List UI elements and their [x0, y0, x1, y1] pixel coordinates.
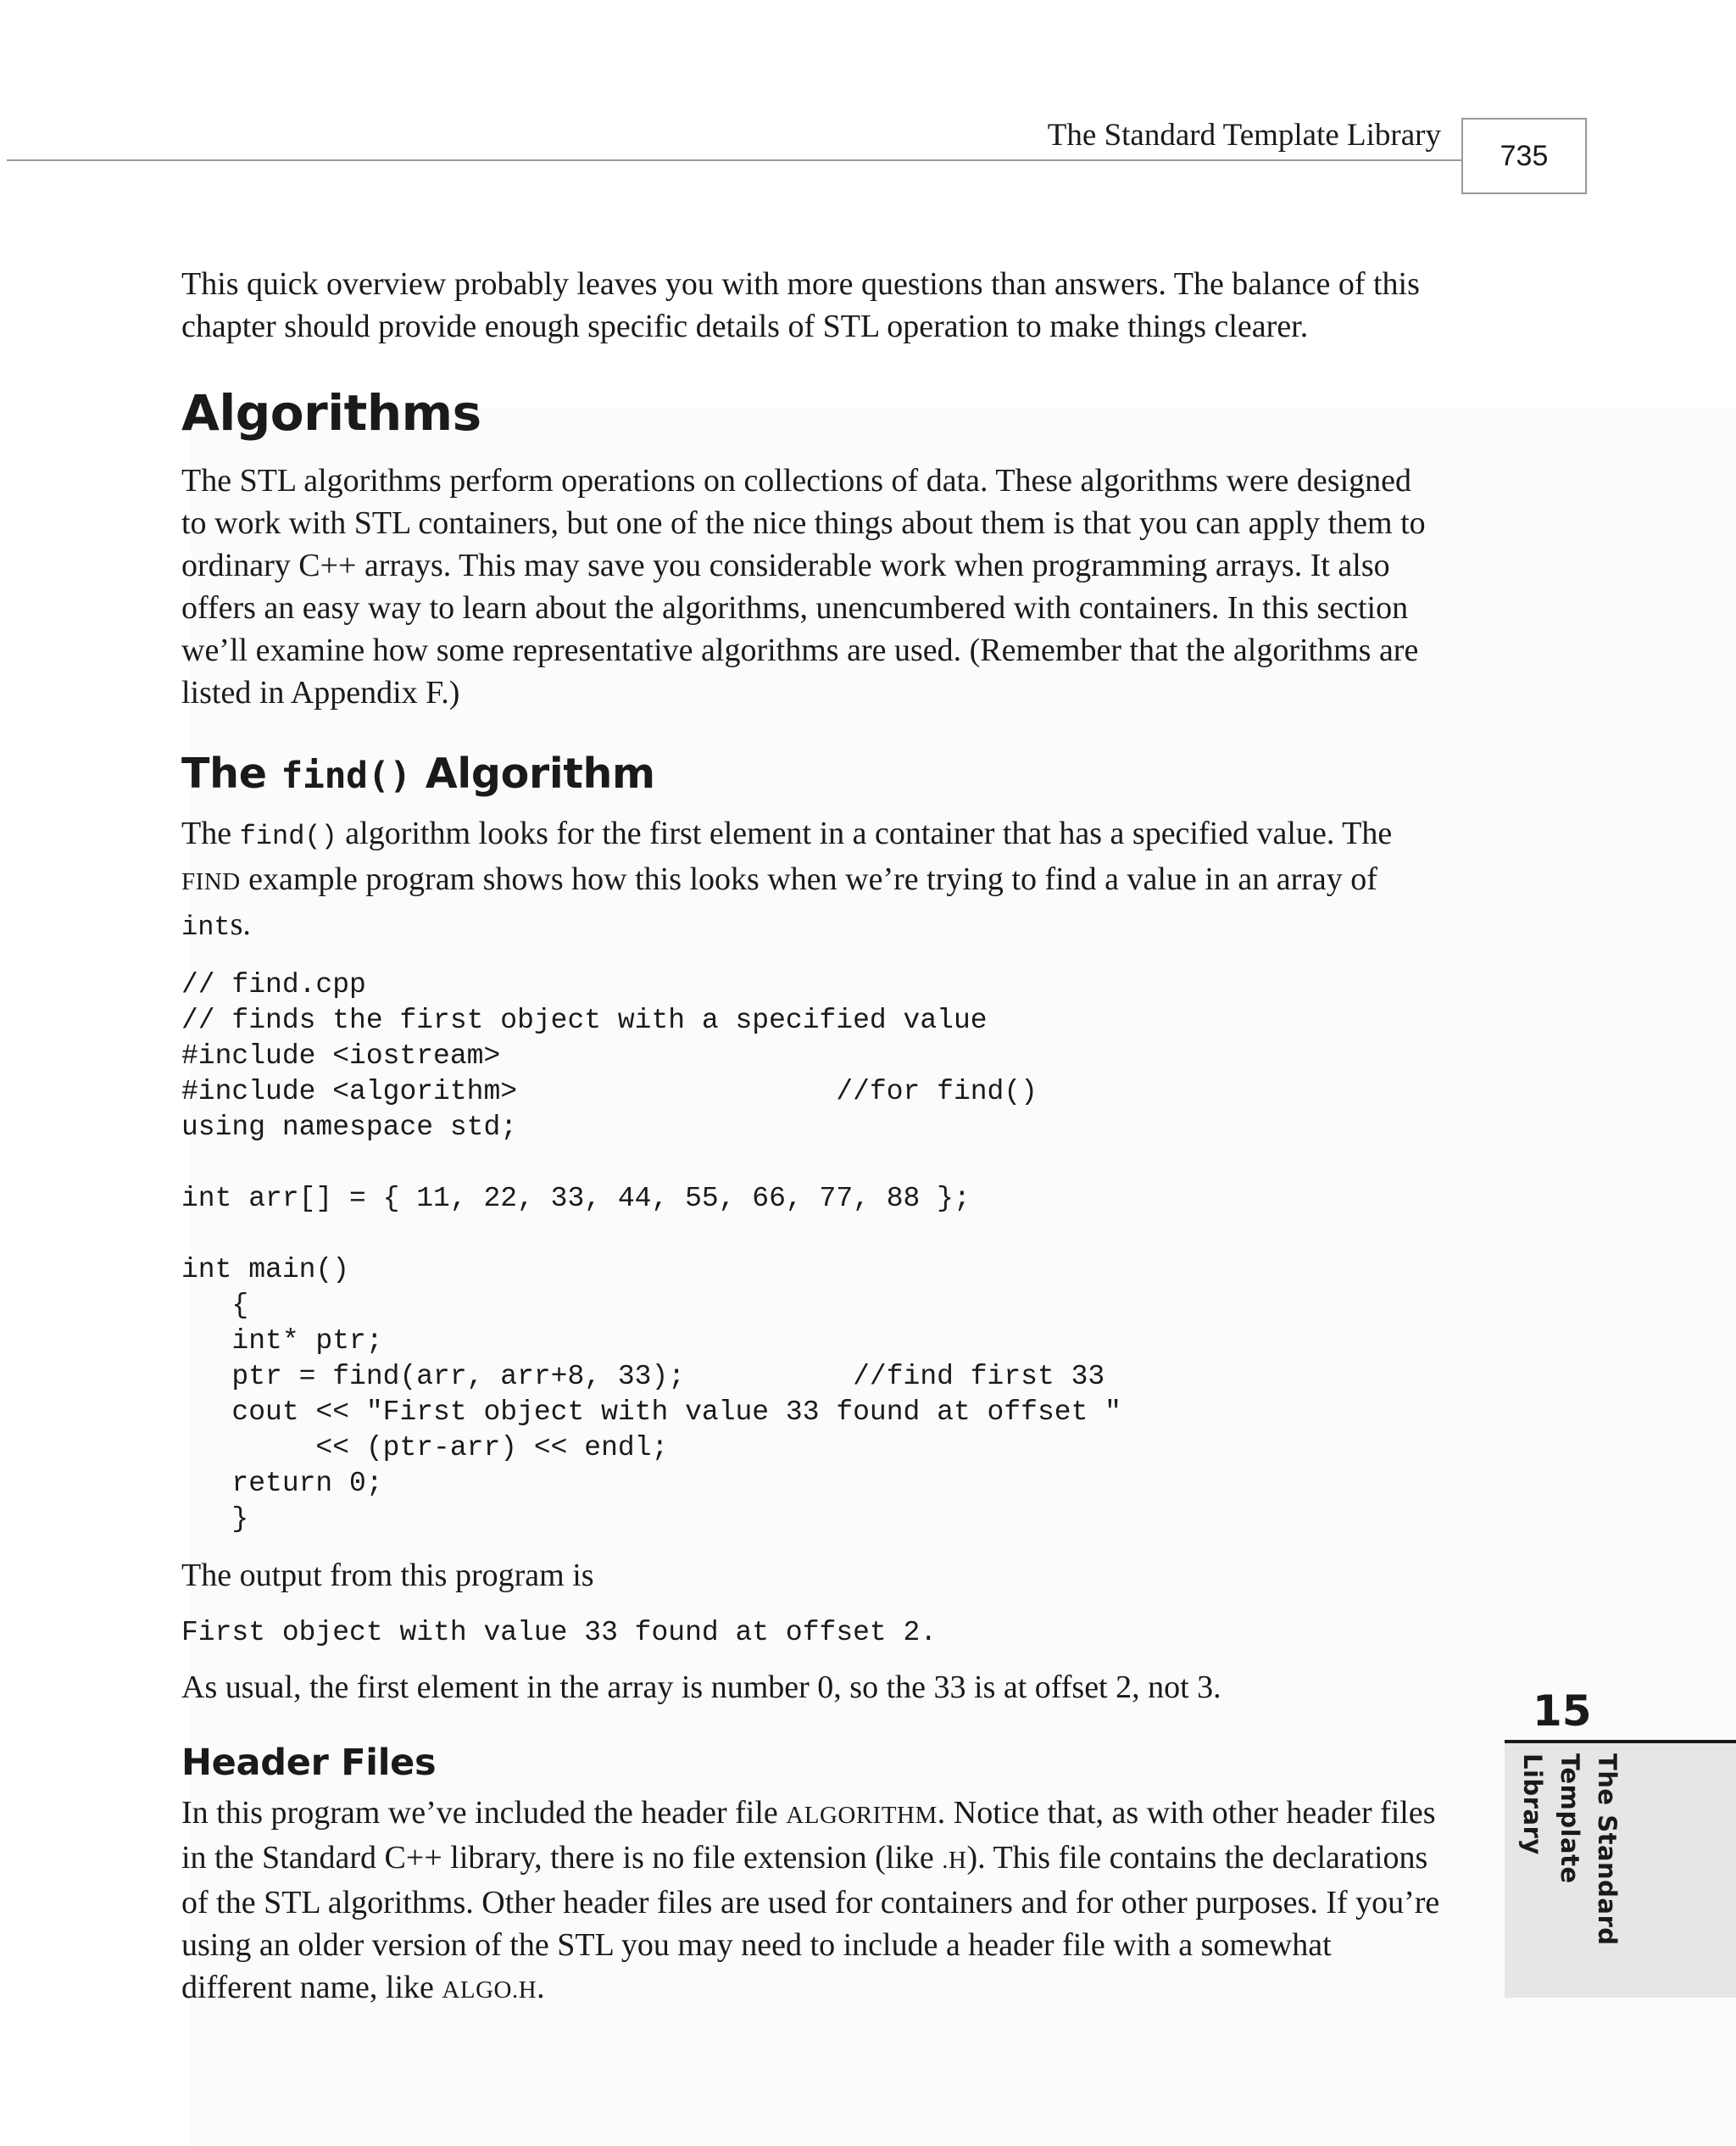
hf-sc2: .H: [942, 1847, 967, 1874]
find-heading-post: Algorithm: [410, 750, 655, 798]
hf-sc3: ALGO.H: [442, 1976, 537, 2004]
chapter-tab-line2: Template Library: [1518, 1753, 1584, 1884]
find-heading-code: find(): [281, 755, 411, 797]
chapter-tab-title: [1518, 1753, 1626, 1991]
algorithms-paragraph: The STL algorithms perform operations on collections of data. These algorithms were designed to work with STL containers, but one of the nice things about them is that you can apply them to ordinary C++ arrays. This may save you considerable work when programming arrays. It also offers an easy way to learn about the algorithms, unencumbered with containers. In this section we’ll examine how some representative algorithms are used. (Remember that the algorithms are listed in Appendix F.): [181, 463, 1426, 711]
header-files-heading: Header Files: [181, 1742, 437, 1784]
intro-paragraph: This quick overview probably leaves you with more questions than answers. The balance of this chapter should provide enough specific details of STL operation to make things clearer.: [181, 266, 1420, 344]
find-p-end: s.: [230, 906, 251, 942]
program-output: First object with value 33 found at offset 2.: [181, 1617, 938, 1648]
find-p-pre: The: [181, 816, 240, 851]
output-intro: The output from this program is: [181, 1558, 594, 1593]
hf-p2: . Notice that, as with other header files in the Standard C++ library, there is no file extension (like: [181, 1795, 1436, 1876]
find-p-mid1: algorithm looks for the first element in a container that has a specified value. The: [337, 816, 1393, 851]
find-heading-pre: The: [181, 750, 281, 798]
find-inline-code: find(): [239, 821, 337, 852]
find-program-name: FIND: [181, 868, 241, 895]
hf-p4: .: [537, 1970, 545, 2005]
algorithms-heading: Algorithms: [181, 384, 481, 442]
chapter-tab-line1: The Standard: [1593, 1753, 1622, 1946]
find-paragraph: [181, 812, 1444, 949]
after-output-paragraph: As usual, the first element in the array is number 0, so the 33 is at offset 2, not 3.: [181, 1669, 1221, 1705]
page-content: [181, 263, 1444, 2011]
hf-p3: ). This file contains the declarations of the STL algorithms. Other header files are used for containers and for other purposes. If you’re using an older version of the STL you may need to include a header file with a somewhat different name, like: [181, 1840, 1440, 2005]
header-rule: [7, 159, 1461, 161]
header-files-paragraph: [181, 1792, 1444, 2011]
int-inline-code: int: [181, 911, 231, 943]
find-p-mid2: example program shows how this looks when we’re trying to find a value in an array of: [240, 861, 1377, 897]
hf-sc1: ALGORITHM: [786, 1802, 938, 1829]
hf-p1: In this program we’ve included the header file: [181, 1795, 787, 1831]
code-listing: // find.cpp // finds the first object with a specified value #include <iostream> #include <algorithm> //for find() using namespace std; int arr[] = { 11, 22, 33, 44, 55, 66, 77, 88 }; int main() { int* ptr; ptr = find(arr, arr+8, 33); //find first 33 cout << "First object with value 33 found at offset " << (ptr-arr) << endl; return 0; }: [181, 969, 1121, 1535]
find-heading: [181, 750, 1444, 800]
chapter-number: 15: [1533, 1686, 1592, 1736]
page-number: 735: [1461, 118, 1587, 194]
running-head: The Standard Template Library: [1047, 118, 1441, 153]
